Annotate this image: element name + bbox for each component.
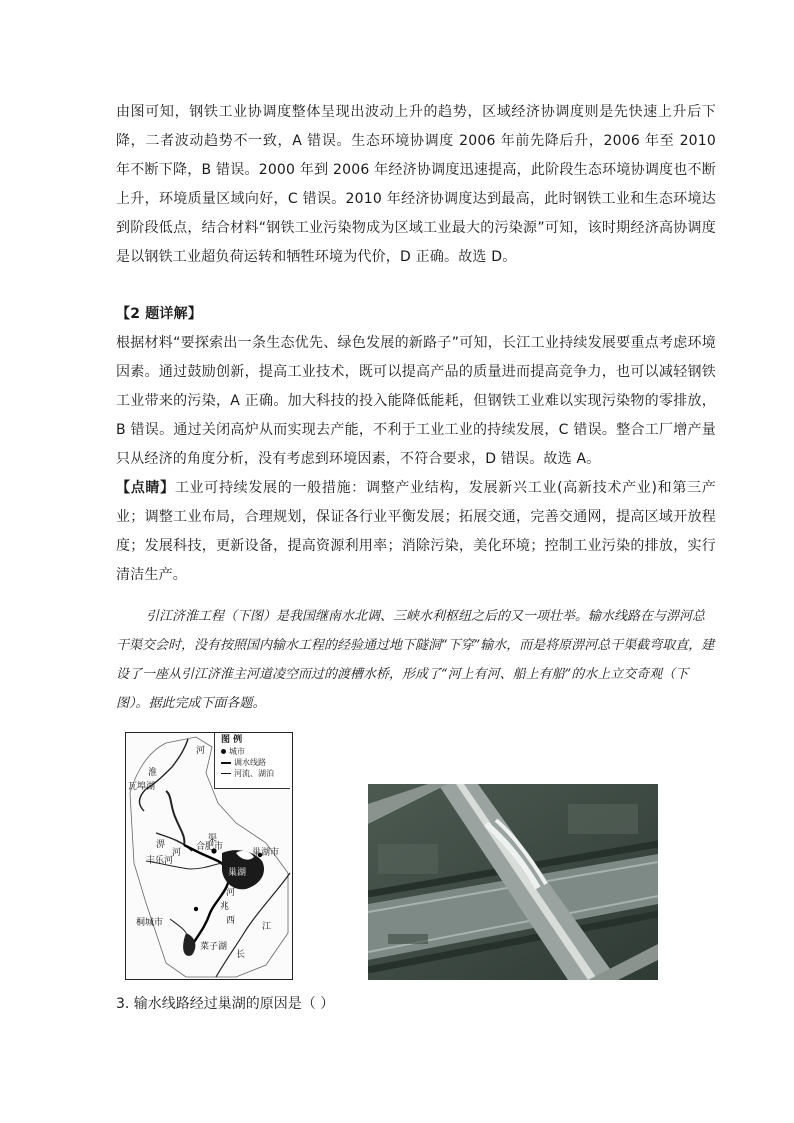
answer-1-explanation: 由图可知，钢铁工业协调度整体呈现出波动上升的趋势，区域经济协调度则是先快速上升后下降，二者波动趋势不一致，A 错误。生态环境协调度 2006 年前先降后升，2006 年至 2010 年不断下降，B 错误。2000 年到 2006 年经济协调度迅速提高，此阶段生态环境协调度也不断上升，环境质量区域向好，C 错误。2010 年经济协调度达到最高，此时钢铁工业和生态环境达到阶段低点，结合材料“钢铁工业污染物成为区域工业最大的污染源”可知，该时期经济高协调度是以钢铁工业超负荷运转和牺牲环境为代价，D 正确。故选 D。 [116,104,716,265]
legend-city-label: 城市 [229,747,245,756]
tip-label: 【点睛】 [116,480,175,496]
water-route-map [125,732,293,980]
map-label-jiang: 江 [262,922,272,932]
tip-paragraph [116,474,716,590]
answer-2-explanation: 根据材料“要探索出一条生态优先、绿色发展的新路子”可知，长江工业持续发展要重点考虑环境因素。通过鼓励创新，提高工业技术，既可以提高产品的质量进而提高竞争力，也可以减轻钢铁工业带来的污染，A 正确。加大科技的投入能降低能耗，但钢铁工业难以实现污染物的零排放，B 错误。通过关闭高炉从而实现去产能，不利于工业工业的持续发展，C 错误。整合工厂增产量只从经济的角度分析，没有考虑到环境因素，不符合要求，D 错误。故选 A。 [116,335,716,467]
map-label-fengle: 丰乐河 [146,856,174,866]
map-label-hefei: 合肥市 [196,842,224,852]
legend-row-river [221,768,290,779]
question-2-heading: 【2 题详解】 [116,306,203,322]
legend-route-label: 调水线路 [234,758,266,767]
tip-text: 工业可持续发展的一般措施：调整产业结构，发展新兴工业(高新技术产业)和第三产业；调整工业布局，合理规划，保证各行业平衡发展；拓展交通，完善交通网，提高区域开放程度；发展科技，更新设备，提高资源利用率；消除污染，美化环境；控制工业污染的排放，实行清洁生产。 [116,480,716,583]
map-legend [214,733,290,789]
map-label-xi: 西 [226,916,236,926]
route-line-icon [221,762,231,764]
river-line-icon [221,773,231,774]
legend-row-route [221,757,290,768]
map-label-chaohushi: 巢湖市 [252,848,280,858]
material-intro [116,602,716,718]
map-label-pi: 淠 [156,840,166,850]
map-label-he3: 河 [226,888,236,898]
map-label-wabuhu: 瓦埠湖 [128,782,156,792]
legend-river-label: 河流、湖泊 [234,769,274,778]
map-label-huai: 淮 [148,768,158,778]
question-3: 3. 输水线路经过巢湖的原因是（ ） [116,996,335,1012]
map-label-qu: 渠 [208,834,218,844]
photo-drawing [368,784,658,980]
legend-title: 图 例 [221,735,243,745]
legend-row-city [221,746,290,757]
city-dot-icon [221,749,226,754]
material-intro-text: 引江济淮工程（下图）是我国继南水北调、三峡水利枢纽之后的又一项壮举。输水线路在与淠河总干渠交会时，没有按照国内输水工程的经验通过地下隧洞“下穿”输水，而是将原淠河总干渠截弯取直，建设了一座从引江济淮主河道凌空而过的渡槽水桥，形成了“河上有河、船上有船”的水上立交奇观（下图）。据此完成下面各题。 [116,609,715,711]
map-label-he: 河 [196,746,206,756]
map-label-chaohu: 巢湖 [228,868,247,878]
aqueduct-bridge-photo [368,784,658,980]
map-label-chang: 长 [236,950,246,960]
map-label-caizihu: 菜子湖 [200,942,228,952]
map-label-he2: 河 [172,848,182,858]
map-label-tongcheng: 桐城市 [136,918,164,928]
map-label-zhao: 兆 [220,902,230,912]
